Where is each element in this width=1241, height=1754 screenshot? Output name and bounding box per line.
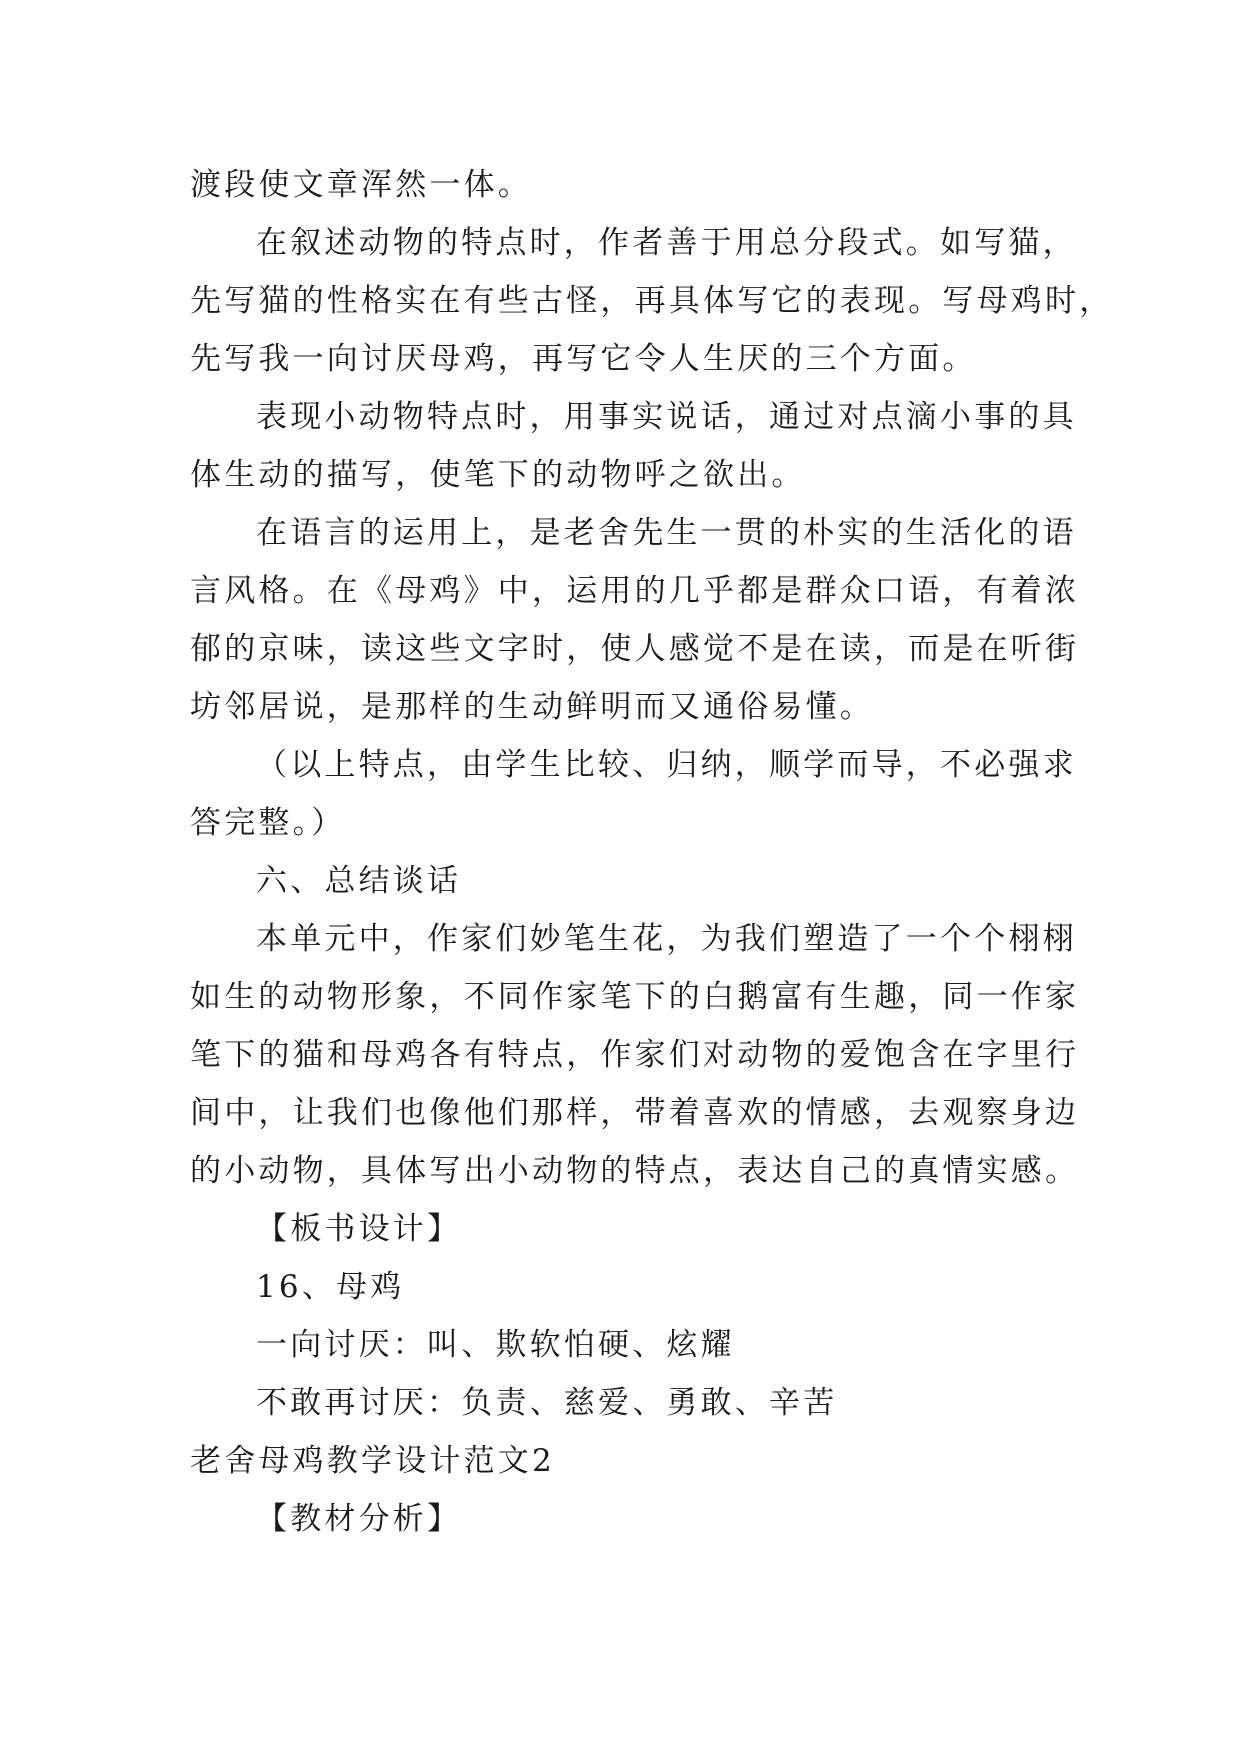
text-line: 在叙述动物的特点时，作者善于用总分段式。如写猫， <box>256 225 1077 261</box>
board-item: 不敢再讨厌：负责、慈爱、勇敢、辛苦 <box>256 1385 838 1421</box>
section-heading: 【板书设计】 <box>256 1211 462 1247</box>
text-line: （以上特点，由学生比较、归纳，顺学而导，不必强求 <box>256 747 1077 783</box>
text-line: 郁的京味，读这些文字时，使人感觉不是在读，而是在听街 <box>190 631 1080 667</box>
text-line: 先写我一向讨厌母鸡，再写它令人生厌的三个方面。 <box>190 341 977 377</box>
text-line: 间中，让我们也像他们那样，带着喜欢的情感，去观察身边 <box>190 1095 1080 1131</box>
text-line: 如生的动物形象，不同作家笔下的白鹅富有生趣，同一作家 <box>190 979 1080 1015</box>
text-line: 先写猫的性格实在有些古怪，再具体写它的表现。写母鸡时， <box>190 283 1114 319</box>
text-line: 表现小动物特点时，用事实说话，通过对点滴小事的具 <box>256 399 1077 435</box>
text-line: 答完整。） <box>190 805 346 841</box>
text-line: 言风格。在《母鸡》中，运用的几乎都是群众口语，有着浓 <box>190 573 1080 609</box>
document-title: 老舍母鸡教学设计范文2 <box>190 1443 555 1479</box>
text-line: 笔下的猫和母鸡各有特点，作家们对动物的爱饱含在字里行 <box>190 1037 1080 1073</box>
text-line: 坊邻居说，是那样的生动鲜明而又通俗易懂。 <box>190 689 874 725</box>
text-line: 的小动物，具体写出小动物的特点，表达自己的真情实感。 <box>190 1153 1080 1189</box>
text-line: 体生动的描写，使笔下的动物呼之欲出。 <box>190 457 806 493</box>
section-heading: 【教材分析】 <box>256 1501 462 1537</box>
section-heading: 六、总结谈话 <box>256 863 462 899</box>
text-line: 本单元中，作家们妙笔生花，为我们塑造了一个个栩栩 <box>256 921 1077 957</box>
text-line: 渡段使文章浑然一体。 <box>190 167 532 203</box>
text-line: 在语言的运用上，是老舍先生一贯的朴实的生活化的语 <box>256 515 1077 551</box>
board-title: 16、母鸡 <box>256 1269 405 1305</box>
board-item: 一向讨厌：叫、欺软怕硬、炫耀 <box>256 1327 735 1363</box>
